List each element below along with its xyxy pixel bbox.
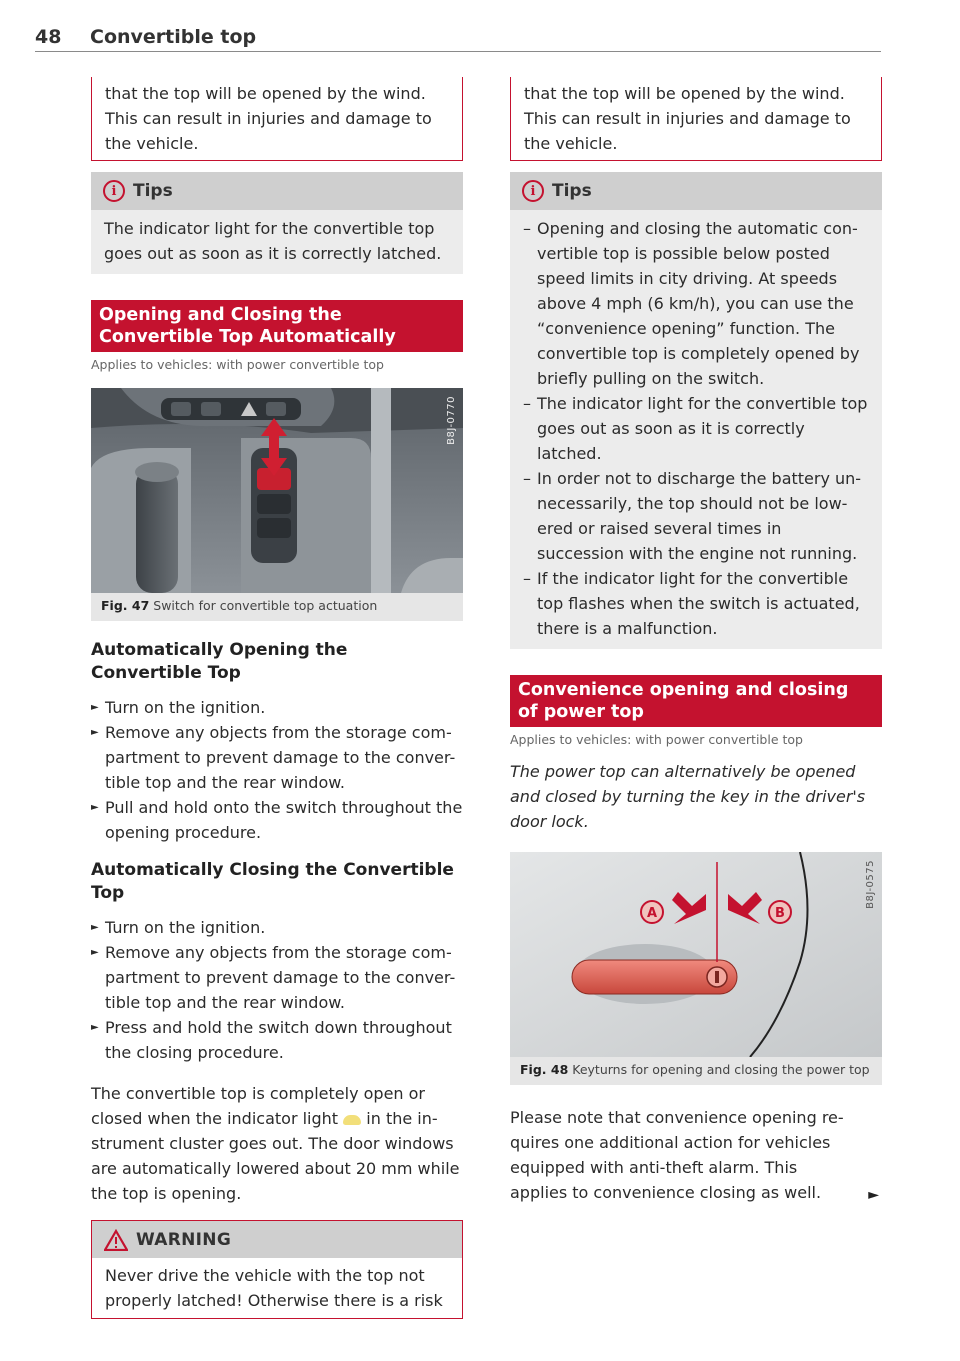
callout-b: B [775,906,785,921]
list-item: – Opening and closing the automatic con-vertible top is possible below posted speed limits in city driving. At speeds above 4 mph (6 km/h), you can use the “convenience opening” function. The convertible top is completely opened by briefly pulling on the switch. [523,216,869,391]
closing-steps [91,915,463,1065]
warning-title: WARNING [136,1229,232,1250]
list-item: ► Turn on the ignition. [91,695,463,720]
list-item: – If the indicator light for the convertible top flashes when the switch is actuated, there is a malfunction. [523,566,869,641]
warning-continuation-text: that the top will be opened by the wind. This can result in injuries and damage to the vehicle. [105,84,432,153]
tips-box [91,172,463,274]
intro-text: The power top can alternatively be opened and closed by turning the key in the driver's door lock. [510,762,866,831]
right-column [510,77,882,1205]
warning-continuation-box [510,77,882,161]
list-item: – The indicator light for the convertible top goes out as soon as it is correctly latched. [523,391,869,466]
info-icon: i [522,180,544,202]
tips-body [91,210,463,274]
page-header [35,24,881,52]
info-icon: i [103,180,125,202]
page-number: 48 [35,26,62,48]
indicator-paragraph [91,1081,463,1206]
figure-label: Fig. 47 [101,598,150,613]
list-item: – In order not to discharge the battery un-necessarily, the top should not be low-ered or raised several times in succession with the engine not running. [523,466,869,566]
list-item: ► Turn on the ignition. [91,915,463,940]
convenience-paragraph: Please note that convenience opening re-quires one additional action for vehicles equipped with anti-theft alarm. This applies to convenience closing as well. [510,1108,844,1202]
tips-box [510,172,882,649]
tips-header [91,172,463,210]
figure-caption [510,1057,882,1085]
warning-text: Never drive the vehicle with the top not properly latched! Otherwise there is a risk [105,1266,443,1310]
list-item: ► Remove any objects from the storage com-partment to prevent damage to the conver-tible top and the rear window. [91,940,463,1015]
section-heading: Convenience opening and closing of power top [510,675,882,727]
figure-label: Fig. 48 [520,1062,569,1077]
warning-box [91,1220,463,1319]
callout-a: A [646,906,658,921]
paragraph-text-a: The convertible top is completely open or closed when the indicator light [91,1084,425,1128]
figure-48-image [510,852,882,1057]
tips-header [510,172,882,210]
list-item: ► Press and hold the switch down throughout the closing procedure. [91,1015,463,1065]
list-item: ► Pull and hold onto the switch throughout the opening procedure. [91,795,463,845]
figure-code: B8J-0575 [865,860,876,909]
continue-arrow-icon: ► [868,1187,879,1203]
section-heading: Opening and Closing the Convertible Top Automatically [91,300,463,352]
figure-code: B8J-0770 [446,396,457,445]
warning-continuation-text: that the top will be opened by the wind. This can result in injuries and damage to the vehicle. [524,84,851,153]
warning-header [92,1221,462,1258]
applies-note: Applies to vehicles: with power convertible top [91,357,384,372]
door-handle-illustration [510,852,882,1057]
tips-list [523,216,869,641]
paragraph-text-b: in the in-strument cluster goes out. The door windows are automatically lowered about 20 mm while the top is opening. [91,1109,460,1203]
list-item: ► Remove any objects from the storage com-partment to prevent damage to the conver-tible top and the rear window. [91,720,463,795]
tips-title: Tips [552,181,592,201]
figure-caption-text: Keyturns for opening and closing the power top [572,1062,870,1077]
warning-continuation-box [91,77,463,161]
opening-steps [91,695,463,845]
indicator-light-icon [343,1115,361,1125]
tips-body [510,210,882,649]
applies-note: Applies to vehicles: with power convertible top [510,732,803,747]
warning-triangle-icon [104,1229,128,1251]
figure-caption [91,593,463,621]
opening-heading: Automatically Opening the Convertible Top [91,640,348,683]
tips-text: The indicator light for the convertible top goes out as soon as it is correctly latched. [104,219,442,263]
switch-console-illustration [91,388,463,593]
figure-47 [91,388,463,621]
closing-heading: Automatically Closing the Convertible Top [91,860,454,903]
warning-body [92,1258,462,1318]
left-column [91,77,463,1319]
figure-47-image [91,388,463,593]
figure-caption-text: Switch for convertible top actuation [153,598,378,613]
figure-48 [510,852,882,1085]
section-title: Convertible top [90,26,257,48]
tips-title: Tips [133,181,173,201]
